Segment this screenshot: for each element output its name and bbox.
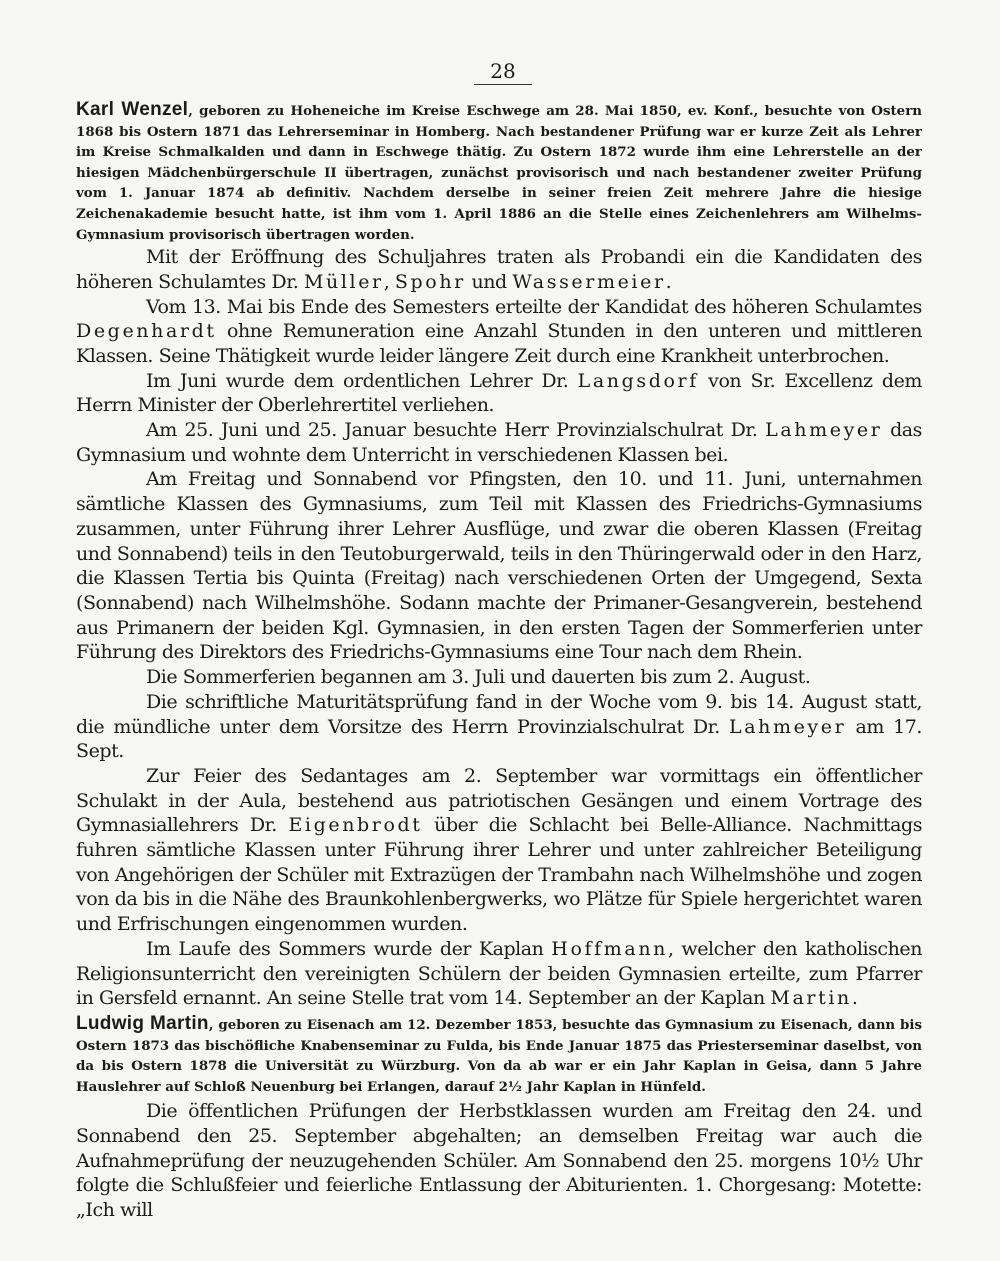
paragraph-maturitaet — [76, 690, 922, 764]
text-span: und — [465, 270, 513, 293]
text-span: Am 25. Juni und 25. Januar besuchte Herr Provinzialschulrat Dr. — [146, 419, 766, 442]
bio-text-wenzel: , geboren zu Hoheneiche im Kreise Eschwege am 28. Mai 1850, ev. Konf., besuchte von Ostern 1868 bis Ostern 1871 das Lehrerseminar in Homberg. Nach bestandener Prüfung war er kurze Zeit als Lehrer im Kreise Schmalkalden und dann in Eschwege thätig. Zu Ostern 1872 wurde ihm eine Lehrerstelle an der hiesigen Mädchenbürgerschule II übertragen, zunächst provisorisch und nach bestandener zweiter Prüfung vom 1. Januar 1874 ab definitiv. Nachdem derselbe in seiner freien Zeit mehrere Jahre die hiesige Zeichenakademie besucht hatte, ist ihm vom 1. April 1886 an die Stelle eines Zeichenlehrers am Wilhelms-Gymnasium provisorisch übertragen worden. — [76, 103, 922, 243]
spaced-name: Lahmeyer — [765, 419, 883, 442]
text-span: von Sr. Excellenz dem Herrn Minister der Oberlehrertitel verliehen. — [76, 369, 922, 417]
text-span: , — [383, 270, 395, 293]
text-span: Vom 13. Mai bis Ende des Semesters erteilte der Kandidat des höheren Schulamtes — [146, 295, 922, 318]
paragraph-ausfluege: Am Freitag und Sonnabend vor Pfingsten, den 10. und 11. Juni, unternahmen sämtliche Klassen des Gymnasiums, zum Teil mit Klassen des Friedrichs-Gymnasiums zusammen, unter Führung ihrer Lehrer Ausflüge, und zwar die oberen Klassen (Freitag und Sonnabend) teils in den Teutoburgerwald, teils in den Thüringerwald oder in den Harz, die Klassen Tertia bis Quinta (Freitag) nach verschiedenen Orten der Umgegend, Sexta (Sonnabend) nach Wilhelmshöhe. Sodann machte der Primaner-Gesangverein, bestehend aus Primanern der beiden Kgl. Gymnasien, in den ersten Tagen der Sommerferien unter Führung des Direktors des Friedrichs-Gymnasiums eine Tour nach dem Rhein. — [76, 468, 922, 664]
spaced-name: Müller — [303, 270, 384, 293]
spaced-name: Martin — [770, 987, 852, 1010]
text-span: Mit der Eröffnung des Schuljahres traten als Probandi ein die Kandidaten des höheren Schulamtes Dr. — [76, 246, 922, 293]
paragraph-lahmeyer-visit — [76, 418, 922, 467]
bio-name-wenzel: Karl Wenzel — [76, 99, 189, 120]
paragraph-degenhardt — [76, 295, 922, 369]
paragraph-langsdorf — [76, 369, 922, 418]
text-span: . — [665, 270, 672, 293]
paragraph-probandi — [76, 245, 922, 294]
spaced-name: Hoffmann — [551, 937, 668, 960]
spaced-name: Eigenbrodt — [288, 814, 423, 837]
text-span: ohne Remuneration eine Anzahl Stunden in den unteren und mittleren Klassen. Seine Thätigkeit wurde leider längere Zeit durch eine Krankheit unterbrochen. — [76, 320, 922, 367]
bio-text-martin: , geboren zu Eisenach am 12. Dezember 1853, besuchte das Gymnasium zu Eisenach, dann bis Ostern 1873 das bischöfliche Knabenseminar zu Fulda, bis Ende Januar 1875 das Priesterseminar daselbst, von da bis Ostern 1878 die Universität zu Würzburg. Von da ab war er ein Jahr Kaplan in Geisa, dann 5 Jahre Hauslehrer auf Schloß Neuenburg bei Erlangen, darauf 2½ Jahr Kaplan in Hünfeld. — [76, 1016, 922, 1095]
paragraph-kaplan — [76, 937, 922, 1011]
text-span: , welcher den katholischen Religionsunterricht den vereinigten Schülern der beiden Gymnasien erteilte, zum Pfarrer in Gersfeld ernannt. An seine Stelle trat vom 14. September an der Kaplan — [76, 937, 922, 1010]
spaced-name: Wassermeier — [512, 270, 666, 293]
page-body — [76, 100, 922, 1223]
text-span: Die schriftliche Maturitätsprüfung fand in der Woche vom 9. bis 14. August statt, die mündliche unter dem Vorsitze des Herrn Provinzialschulrat Dr. — [76, 690, 922, 738]
text-span: über die Schlacht bei Belle-Alliance. Nachmittags fuhren sämtliche Klassen unter Führung ihrer Lehrer und unter zahlreicher Beteiligung von Angehörigen der Schüler mit Extrazügen der Trambahn nach Wilhelmshöhe und zogen von da bis in die Nähe des Braunkohlenbergwerks, wo Plätze für Spiele hergerichtet waren und Erfrischungen eingenommen wurden. — [76, 814, 922, 936]
spaced-name: Lahmeyer — [728, 715, 847, 738]
spaced-name: Spohr — [394, 270, 466, 293]
text-span: Im Laufe des Sommers wurde der Kaplan — [146, 937, 552, 960]
bio-martin — [76, 1014, 922, 1097]
paragraph-sommerferien: Die Sommerferien begannen am 3. Juli und dauerten bis zum 2. August. — [146, 666, 811, 689]
text-span: am 17. Sept. — [76, 715, 922, 763]
text-span: . — [851, 987, 858, 1010]
text-span: das Gymnasium und wohnte dem Unterricht in verschiedenen Klassen bei. — [76, 419, 922, 466]
page-number: 28 — [474, 60, 532, 85]
spaced-name: Langsdorf — [577, 369, 699, 392]
paragraph-sedantag — [76, 764, 922, 937]
spaced-name: Degenhardt — [76, 320, 217, 343]
text-span: Zur Feier des Sedantages am 2. September war vormittags ein öffentlicher Schulakt in der Aula, bestehend aus patriotischen Gesängen und einem Vortrage des Gymnasiallehrers Dr. — [76, 764, 922, 837]
paragraph-pruefungen: Die öffentlichen Prüfungen der Herbstklassen wurden am Freitag den 24. und Sonnabend den 25. September abgehalten; an demselben Freitag war auch die Aufnahmeprüfung der neuzugehenden Schüler. Am Sonnabend den 25. morgens 10½ Uhr folgte die Schlußfeier und feierliche Entlassung der Abiturienten. 1. Chorgesang: Motette: „Ich will — [76, 1100, 922, 1222]
bio-wenzel — [76, 100, 922, 245]
text-span: Im Juni wurde dem ordentlichen Lehrer Dr. — [146, 369, 578, 392]
bio-name-martin: Ludwig Martin — [76, 1012, 209, 1034]
